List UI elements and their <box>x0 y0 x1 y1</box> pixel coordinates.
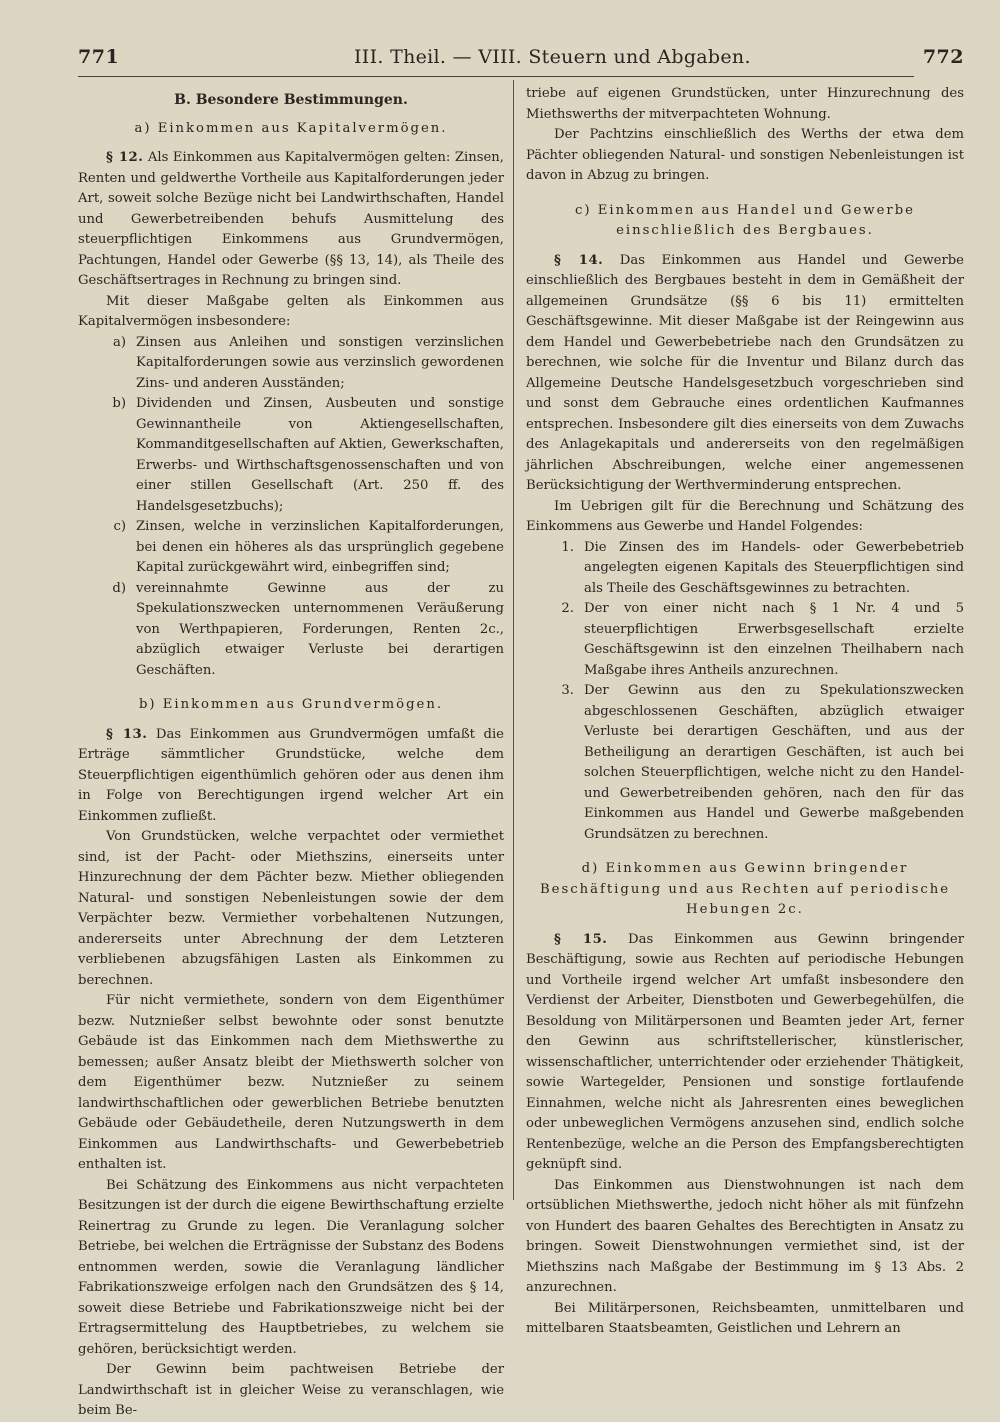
section-number: § 13. <box>106 726 148 742</box>
subheading-a: a) Einkommen aus Kapitalvermögen. <box>134 120 448 136</box>
paragraph-s13-5: Der Gewinn beim pachtweisen Betriebe der Landwirthschaft ist in gleicher Weise zu veranschlagen, wie beim Be- <box>78 1362 504 1418</box>
subheading-b: b) Einkommen aus Grundvermögen. <box>138 697 444 712</box>
paragraph-s15 <box>526 930 964 1176</box>
list-item <box>526 599 964 681</box>
list-item-label: c) <box>113 519 126 534</box>
list-item <box>526 538 964 600</box>
section-heading-b: B. Besondere Bestimmungen. <box>174 92 408 108</box>
paragraph-s13 <box>78 725 504 828</box>
list-item-label: 1. <box>561 539 574 555</box>
list-item-label: a) <box>112 334 126 350</box>
paragraph-continued-2: Der Pachtzins einschließlich des Werths der etwa dem Pächter obliegenden Natural- und sonstigen Nebenleistungen ist davon in Abzug zu bringen. <box>526 127 964 183</box>
subheading-d: d) Einkommen aus Gewinn bringender Beschäftigung und aus Rechten auf periodische Hebungen 2c. <box>539 861 951 917</box>
paragraph-text: Das Einkommen aus Gewinn bringender Beschäftigung, sowie aus Rechten auf periodische Hebungen und Vortheile irgend welcher Art umfaßt insbesondere den Verdienst der Arbeiter, Dienstboten und Gewerbegehülfen, die Besoldung von Militärpersonen und Beamten jeder Art, ferner den Gewinn aus schriftstellerischer, künstlerischer, wissenschaftlicher, unterrichtender oder erziehender Thätigkeit, sowie Wartegelder, Pensionen und sonstige fortlaufende Einnahmen, welche nicht als Jahresrenten eines beweglichen oder unbeweglichen Vermögens anzusehen sind, endlich solche Rentenbezüge, welche an die Person des Empfangsberechtigten geknüpft sind. <box>526 931 965 1172</box>
paragraph-text: Das Einkommen aus Grundvermögen umfaßt die Erträge sämmtlicher Grundstücke, welche dem Steuerpflichtigen eigenthümlich gehören oder aus denen ihm in Folge von Berechtigungen irgend welcher Art ein Einkommen zufließt. <box>78 726 504 824</box>
list-item-text: Die Zinsen des im Handels- oder Gewerbebetrieb angelegten eigenen Kapitals des Steuerpflichtigen sind als Theile des Geschäftsgewinnes zu betrachten. <box>584 539 964 596</box>
header-rule <box>78 76 914 77</box>
paragraph-s13-4: Bei Schätzung des Einkommens aus nicht verpachteten Besitzungen ist der durch die eigene Bewirthschaftung erzielte Reinertrag zu Grunde zu legen. Die Veranlagung solcher Betriebe, bei welchen die Erträgnisse der Substanz des Bodens entnommen werden, sowie die Veranlagung ländlicher Fabrikationszweige erfolgen nach den Grundsätzen des § 14, soweit diese Betriebe und Fabrikationszweige nicht bei der Ertragsermittelung des Hauptbetriebes, zu welchem sie gehören, berücksichtigt werden. <box>78 1177 504 1357</box>
column-divider <box>513 80 514 1200</box>
paragraph-s14 <box>526 251 964 497</box>
right-column <box>526 84 964 1340</box>
left-column <box>78 84 504 1422</box>
paragraph-s12 <box>78 148 504 292</box>
list-item <box>78 517 504 579</box>
paragraph-continued: triebe auf eigenen Grundstücken, unter Hinzurechnung des Miethswerths der mitverpachteten Wohnung. <box>526 86 964 122</box>
list-item-text: Zinsen, welche in verzinslichen Kapitalforderungen, bei denen ein höheres als das ursprünglich gegebene Kapital zurückgewährt wird, einbegriffen sind; <box>136 519 504 575</box>
section-number: § 12. <box>106 150 144 165</box>
list-item-label: b) <box>112 396 126 411</box>
list-item-text: Der von einer nicht nach § 1 Nr. 4 und 5 steuerpflichtigen Erwerbsgesellschaft erzielte Geschäftsgewinn ist den einzelnen Theilhabern nach Maßgabe ihres Antheils anzurechnen. <box>584 601 964 678</box>
paragraph-s13-3: Für nicht vermiethete, sondern von dem Eigenthümer bezw. Nutznießer selbst bewohnte oder sonst benutzte Gebäude ist das Einkommen nach dem Miethswerthe zu bemessen; außer Ansatz bleibt der Miethswerth solcher von dem Eigenthümer bezw. Nutznießer zu seinem landwirthschaftlichen oder gewerblichen Betriebe benutzten Gebäude oder Gebäudetheile, deren Nutzungswerth in dem Einkommen aus Landwirthschafts- und Gewerbebetrieb enthalten ist. <box>78 993 504 1172</box>
paragraph-text: Das Einkommen aus Handel und Gewerbe einschließlich des Bergbaues besteht in dem in Gemäßheit der allgemeinen Grundsätze (§§ 6 bis 11) ermittelten Geschäftsgewinne. Mit dieser Maßgabe ist der Reingewinn aus dem Handel und Gewerbebetriebe nach den Grundsätzen zu berechnen, wie solche für die Inventur und Bilanz durch das Allgemeine Deutsche Handelsgesetzbuch vorgeschrieben sind und sonst dem Gebrauche eines ordentlichen Kaufmannes entsprechen. Insbesondere gilt dies einerseits von dem Zuwachs des Anlagekapitals und andererseits von den regelmäßigen jährlichen Abschreibungen, welche einer angemessenen Berücksichtigung der Werthverminderung entsprechen. <box>526 252 964 493</box>
paragraph-s15-2: Das Einkommen aus Dienstwohnungen ist nach dem ortsüblichen Miethswerthe, jedoch nicht höher als mit fünfzehn von Hundert des baaren Gehaltes des Berechtigten in Ansatz zu bringen. Soweit Dienstwohnungen vermiethet sind, ist der Miethszins nach Maßgabe der Bestimmung im § 13 Abs. 2 anzurechnen. <box>526 1177 964 1295</box>
paragraph-s13-2: Von Grundstücken, welche verpachtet oder vermiethet sind, ist der Pacht- oder Miethszins, einerseits unter Hinzurechnung der dem Pächter bezw. Miether obliegenden Natural- und sonstigen Nebenleistungen sowie der dem Verpächter bezw. Vermiether vorbehaltenen Nutzungen, andererseits unter Abrechnung der dem Letzteren verbliebenen abzugsfähigen Lasten als Einkommen zu berechnen. <box>78 829 504 988</box>
list-item-text: vereinnahmte Gewinne aus der zu Spekulationszwecken unternommenen Veräußerung von Werthpapieren, Forderungen, Renten 2c., abzüglich etwaiger Verluste bei derartigen Geschäften. <box>136 580 504 678</box>
list-item-label: d) <box>112 580 126 596</box>
list-item-text: Dividenden und Zinsen, Ausbeuten und sonstige Gewinnantheile von Aktiengesellschaften, Kommanditgesellschaften auf Aktien, Gewerkschaften, Erwerbs- und Wirthschaftsgenossenschaften und von einer stillen Gesellschaft (Art. 250 ff. des Handelsgesetzbuchs); <box>136 396 504 514</box>
paragraph-s15-3: Bei Militärpersonen, Reichsbeamten, unmittelbaren und mittelbaren Staatsbeamten, Geistlichen und Lehrern an <box>526 1300 964 1336</box>
paragraph-s14-2: Im Uebrigen gilt für die Berechnung und Schätzung des Einkommens aus Gewerbe und Handel Folgendes: <box>526 498 964 534</box>
list-item <box>78 579 504 682</box>
list-item <box>78 394 504 517</box>
page-number-left: 771 <box>78 46 120 68</box>
section-number: § 14. <box>554 252 604 268</box>
list-item <box>526 681 964 845</box>
list-item-label: 2. <box>561 601 574 616</box>
list-item-text: Zinsen aus Anleihen und sonstigen verzinslichen Kapitalforderungen sowie aus verzinslich gewordenen Zins- und anderen Ausständen; <box>136 334 504 391</box>
subheading-c: c) Einkommen aus Handel und Gewerbe einschließlich des Bergbaues. <box>575 202 915 238</box>
section-number: § 15. <box>554 931 608 947</box>
list-item-text: Der Gewinn aus den zu Spekulationszwecken abgeschlossenen Geschäften, abzüglich etwaiger Verluste bei derartigen Geschäften, und aus der Betheiligung an derartigen Geschäften, ist auch bei solchen Steuerpflichtigen, welche nicht zu den Handel- und Gewerbetreibenden gehören, nach den für das Einkommen aus Handel und Gewerbe maßgebenden Grundsätzen zu berechnen. <box>584 683 964 842</box>
list-item-label: 3. <box>561 683 574 698</box>
paragraph-s12-2: Mit dieser Maßgabe gelten als Einkommen aus Kapitalvermögen insbesondere: <box>78 293 504 329</box>
page-number-right: 772 <box>922 46 964 68</box>
running-title: III. Theil. — VIII. Steuern und Abgaben. <box>354 46 751 68</box>
list-item <box>78 333 504 395</box>
paragraph-text: Als Einkommen aus Kapitalvermögen gelten: Zinsen, Renten und geldwerthe Vortheile aus Kapitalforderungen jeder Art, soweit solche Bezüge nicht bei Landwirthschaften, Handel und Gewerbetreibenden behufs Ausmittelung des steuerpflichtigen Einkommens aus Grundvermögen, Pachtungen, Handel oder Gewerbe (§§ 13, 14), als Theile des Geschäftsertrages in Rechnung zu bringen sind. <box>78 150 504 288</box>
page-header <box>78 42 970 78</box>
